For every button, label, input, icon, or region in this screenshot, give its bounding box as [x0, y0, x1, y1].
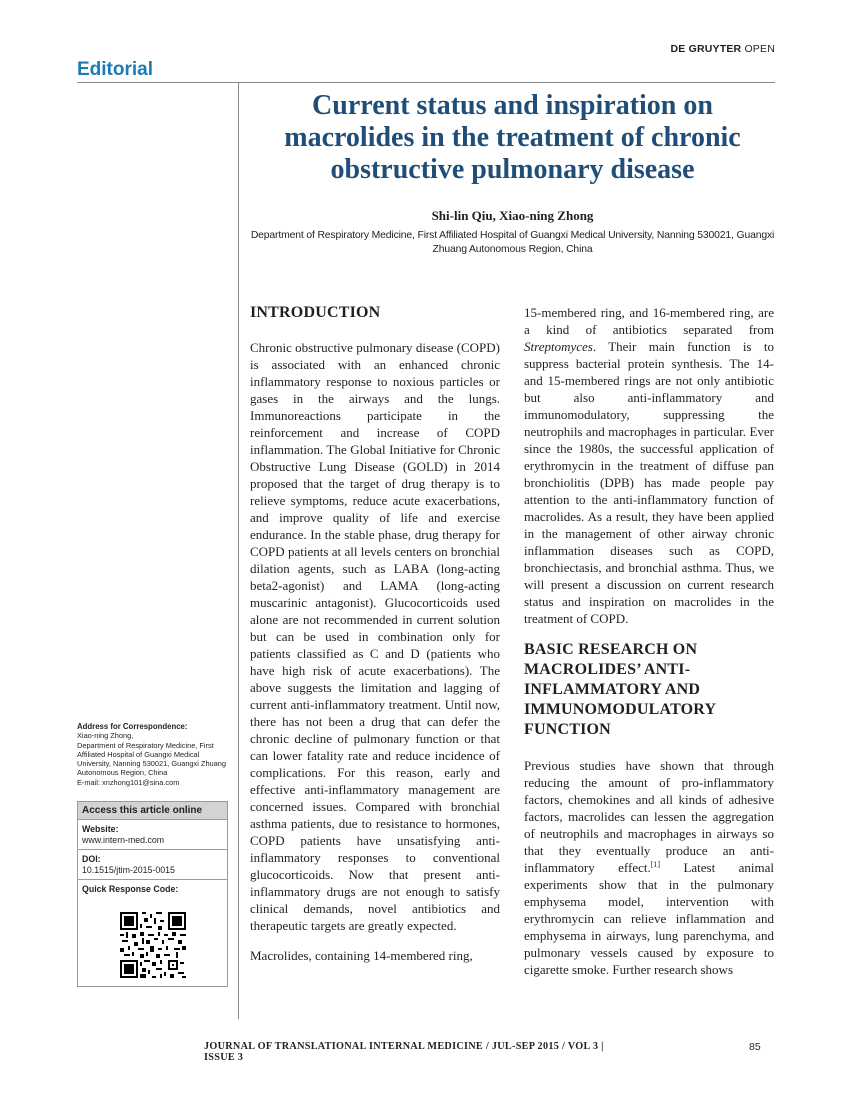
doi-row [78, 850, 227, 880]
website-row [78, 820, 227, 850]
introduction-paragraph-2: Macrolides, containing 14-membered ring, [250, 948, 473, 963]
correspondence-email[interactable]: E-mail: xnzhong101@sina.com [77, 777, 180, 787]
macrolides-text-a: 15-membered ring, and 16-membered ring, are a kind of antibiotics separated from [524, 305, 774, 337]
sidebar-divider [238, 82, 239, 1019]
basic-research-paragraph [524, 757, 774, 978]
text-column-right [524, 304, 774, 991]
website-link[interactable]: www.intern-med.com [82, 835, 165, 845]
qr-row [78, 880, 227, 986]
article-authors: Shi-lin Qiu, Xiao-ning Zhong [431, 208, 594, 223]
correspondence-address: Department of Respiratory Medicine, First Affiliated Hospital of Guangxi Medical University, Nanning 530021, Guangxi Zhuang Autonomous Region, China [77, 740, 226, 778]
journal-footer: JOURNAL OF TRANSLATIONAL INTERNAL MEDICINE / JUL-SEP 2015 / VOL 3 | ISSUE 3 [204, 1041, 604, 1063]
publisher-bold: DE GRUYTER [670, 43, 742, 55]
author-affiliation: Department of Respiratory Medicine, First Affiliated Hospital of Guangxi Medical University, Nanning 530021, Guangxi Zhuang Autonomous Region, China [250, 230, 775, 255]
doi-link[interactable]: 10.1515/jtim-2015-0015 [82, 865, 175, 875]
section-label: Editorial [77, 59, 154, 80]
correspondence-block [77, 722, 231, 787]
page-number: 85 [749, 1041, 761, 1053]
qr-label: Quick Response Code: [82, 884, 179, 894]
macrolides-text-b: . Their main function is to suppress bacterial protein synthesis. The 14- and 15-membered rings are not only antibiotic but also anti-inflammatory and immunomodulatory, suppressing the neutrophils and macrophages in particular. Ever since the 1980s, the successful application of erythromycin in the treatment of diffuse pan bronchiolitis (DPB) has made people pay attention to the anti-inflammatory function of macrolides. As a result, they have been applied in the management of other airway chronic inflammation diseases such as COPD, bronchiectasis, and bronchial asthma. Thus, we will present a discussion on current research status and inspiration on macrolides in the treatment of COPD. [524, 339, 774, 626]
article-title: Current status and inspiration on macrolides in the treatment of chronic obstructive pulmonary disease [284, 90, 741, 185]
reference-citation[interactable]: [1] [650, 860, 661, 869]
introduction-paragraph-1: Chronic obstructive pulmonary disease (COPD) is associated with an enhanced chronic inflammatory response to noxious particles or gases in the airways and the lungs. Immunoreactions participate in the reinforcement and increase of COPD inflammation. The Global Initiative for Chronic Obstructive Lung Disease (GOLD) in 2014 proposed that the target of drug therapy is to relieve symptoms, reduce acute exacerbations, and improve quality of life and exercise endurance. In the stable phase, drug therapy for COPD patients at all levels centers on bronchial dilation agents, such as LABA (long-acting beta2-agonist) and LAMA (long-acting muscarinic antagonist). Glucocorticoids used alone are not recommended in current solution but can be used in combination only for patients classified as C and D (patients who have high risk of acute exacerbations). The above suggests the limitation and lagging of current anti-inflammatory treatment. Until now, there has not been a drug that can defer the chronic decline of pulmonary function or that can lower fatality rate and reduce incidence of complications. For this reason, early and effective anti-inflammatory management are concerned issues. Compared with bronchial asthma patients, due to resistance to hormones, COPD patients have unsatisfying anti-inflammatory responses to conventional glucocorticoids. Now that present anti-inflammatory drugs are not enough to satisfy clinical demands, novel antibiotics and therapeutic targets are greatly expected. [250, 340, 500, 933]
website-label: Website: [82, 824, 119, 834]
streptomyces-term: Streptomyces [524, 339, 593, 354]
introduction-heading: INTRODUCTION [250, 304, 381, 321]
text-column-left [250, 303, 500, 977]
basic-research-text-b: Latest animal experiments show that in the pulmonary emphysema model, intervention with erythromycin can relieve inflammation and emphysema in airways, lung parenchyma, and pulmonary vessels caused by exposure to cigarette smoke. Further research shows [524, 860, 774, 977]
basic-research-text-a: Previous studies have shown that through reducing the amount of pro-inflammatory factors, chemokines and all kinds of adhesive factors, macrolides can lessen the aggregation of neutrophils and macrophages in airways so that they eventually produce an anti-inflammatory effect. [524, 758, 774, 875]
access-online-box [77, 801, 228, 987]
top-divider [77, 82, 775, 83]
basic-research-heading: BASIC RESEARCH ON MACROLIDES’ ANTI-INFLAMMATORY AND IMMUNOMODULATORY FUNCTION [524, 641, 716, 738]
access-online-heading: Access this article online [78, 802, 227, 820]
publisher-name [670, 43, 775, 55]
publisher-regular: OPEN [744, 43, 775, 55]
qr-code-icon[interactable] [120, 912, 186, 978]
doi-label: DOI: [82, 854, 101, 864]
correspondence-heading: Address for Correspondence: [77, 722, 188, 731]
macrolides-paragraph [524, 304, 774, 627]
correspondence-name: Xiao-ning Zhong, [77, 731, 134, 741]
